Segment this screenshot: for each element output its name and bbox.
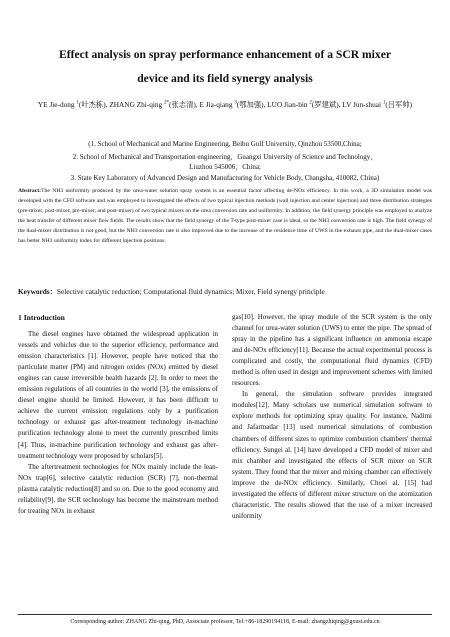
paper-title-line-1: Effect analysis on spray performance enhancement of a SCR mixer: [59, 48, 391, 61]
author-name: ZHANG Zhi-qing $^{2*}$(张志清),: [109, 100, 200, 110]
author-affiliation-mark: 2*: [164, 101, 170, 106]
affiliation-1: (1. School of Mechanical and Marine Engineering, Beibu Gulf University, Qinzhou 53500,China;: [88, 140, 362, 148]
paper-title-line-2: device and its field synergy analysis: [137, 72, 313, 85]
keywords-text: Selective catalytic reduction; Computational fluid dynamics; Mixer, Field synergy principle: [56, 287, 325, 296]
abstract: [18, 186, 432, 246]
keywords-label: Keywords：: [18, 287, 57, 296]
corresponding-author-footnote: Corresponding author: ZHANG Zhi-qing, PhD, Associate professor, Tel:+86-18290194118, E-mail: zhangzhiqing@gxust.edu.cn: [18, 614, 432, 626]
abstract-label: Abstract:: [18, 188, 42, 194]
author-affiliation-mark: 2: [309, 101, 312, 106]
abstract-text: The NH3 uniformity produced by the urea-water solution spray system is an essential factor affecting de-NOx efficiency. In this work, a 3D simulation model was developed with the CFD software and was employed to investigated the effects of two typical injection methods (wall injection and center injection) and three distribution strategies (pre-mixer, post-mixer, pre-mixer, and post-mixer) of two typical mixers on the urea conversion rate and uniformity. In addition, the field synergy principle was employed to analyze the heat transfer of different mixer flow fields. The results show that the field synergy of the T-type post-mixer case is ideal, so the NH3 conversion rate is high. The field synergy of the dual-mixer distribution is not good, but the NH3 conversion rate is also improved due to the increase of the residence time of UWS in the exhaust pipe, and the dual-mixer cases has better NH3 uniformity index for different injection positions.: [18, 188, 432, 244]
left-paragraph-1: The diesel engines have obtained the widespread application in vessels and vehicles due to the superior efficiency, performance and emssion characteristics [1]. However, people have noticed that the particulate matter (PM) and nitrogen oxides (NOx) emitted by diesel engines can cause irreversible health hazards [2]. In order to meet the emission regulations of all countries in the world [3], the emissions of diesel engine should be limited. However, it has been difficult to achieve the current emission regulations only by a purification technology or exhaust gas after-treatment technology in-machine purification technology alone to meet the currently prescribed limits [4]. Thus, in-machine purification technology and exhaust gas after-treatment technology were proposed by scholars[5].: [18, 330, 218, 460]
affiliation-2-line-a: 2. School of Mechanical and Transportation engineering，Guangxi University of Science and Technology，: [72, 153, 378, 161]
author-affiliation-mark: 3: [234, 101, 237, 106]
author-name: YE Jie-dong $^1$(叶杰栋),: [37, 100, 110, 110]
author-name: LV Jun-shuai $^1$(吕军帅): [342, 100, 413, 110]
affiliation-3: 3. State Key Laboratory of Advanced Design and Manufacturing for Vehicle Body, Changsha, 410082, China): [70, 174, 380, 182]
right-column: [232, 312, 432, 522]
left-column: [18, 312, 218, 517]
affiliation-2-line-b: Liuzhou 545006，China;: [189, 163, 261, 171]
author-list: [22, 97, 428, 112]
right-paragraph-2: In general, the simulation software provides integrated modules[12]. Many scholars use numerical simulation software to explore methods for optimizing spray quality. For instance, Nadimi and Jafarmadar [13] used numerical simulations of combustion chambers of different sizes to optimize combustion chambers' thermal efficiency. Sungei al. [14] have developed a CFD model of mixer and mix chamber and investigated the effects of SCR mixer on SCR system. They found that the mixer and mixing chamber can effectively improve the de-NOx efficiency. Similarly, Choei al. [15] had investigated the effects of different mixer structure on the atomization characteristic. The results showed that the use of a mixer increased uniformity: [232, 390, 432, 520]
section-heading-introduction: 1 Introduction: [18, 313, 65, 322]
author-affiliation-mark: 1: [76, 101, 79, 106]
author-affiliation-mark: 1: [382, 101, 386, 106]
keywords: [18, 287, 432, 297]
author-name: E Jia-qiang $^3$(鄂加强),: [199, 100, 268, 110]
affiliation-2: [18, 152, 432, 172]
left-paragraph-2: The aftertreatment technologies for NOx mainly include the lean-NOx trap[6], selective catalytic reduction (SCR) [7], non-thermal plasma catalytic reduction[8] and so on. Due to the good economy and reliability[9], the SCR technology has become the mainstream method for treating NOx in exhaust: [18, 462, 218, 515]
author-name: LUO Jian-bin $^2$(罗建斌),: [267, 100, 343, 110]
right-paragraph-1: gas[10]. However, the spray module of the SCR system is the only channel for urea-water solution (UWS) to enter the pipe. The spread of spray in the pipeline has a significant influence on ammonia escape and de-NOx efficiency[11]. Because the actual experimental process is complicated and costly, the computational fluid dynamics (CFD) method is often used in design and improvement schemes with limited resources.: [232, 313, 432, 388]
